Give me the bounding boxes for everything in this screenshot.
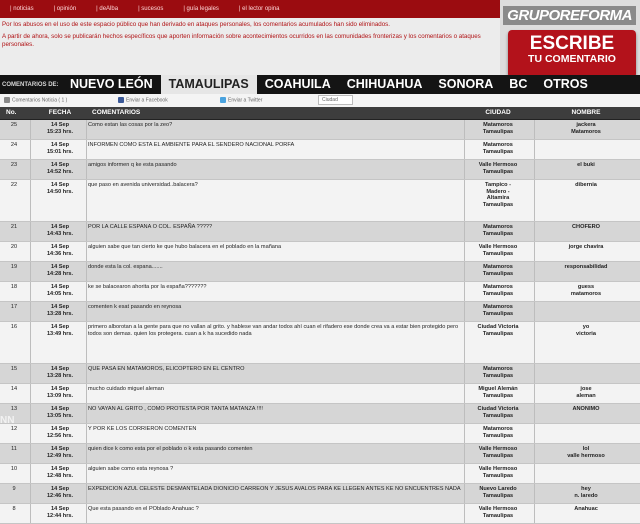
column-divider: [464, 180, 465, 221]
column-divider: [464, 384, 465, 403]
column-divider: [534, 384, 535, 403]
row-date: 14 Sep 14:52 hrs.: [46, 162, 74, 175]
row-date: 14 Sep 12:44 hrs.: [46, 506, 74, 519]
column-divider: [534, 120, 535, 139]
row-city: Valle Hermoso Tamaulipas: [478, 244, 518, 257]
table-row: [0, 404, 640, 424]
row-date: 14 Sep 14:28 hrs.: [46, 264, 74, 277]
row-comment: primero alborotan a la gente para que no vallan al grito. y hablese van andar todos ahí cuan el rifadero ese donde crea va a estar bien protegido pero todos son demas. quien los protegera. cuan a k ha sucedido nada: [88, 324, 459, 337]
row-date: 14 Sep 14:50 hrs.: [46, 182, 74, 195]
comments-icon: [4, 97, 10, 103]
row-name: ANONIMO: [572, 406, 600, 412]
table-row: [0, 140, 640, 160]
row-comment: ke se balacearon ahorita por la españa???????: [88, 284, 207, 290]
facebook-icon: [118, 97, 124, 103]
column-divider: [86, 484, 87, 503]
brand-area: [500, 0, 640, 82]
tab-state[interactable]: NUEVO LEÓN: [70, 77, 153, 91]
tab-state[interactable]: CHIHUAHUA: [346, 77, 423, 91]
comments-count-link[interactable]: [4, 97, 67, 103]
table-row: [0, 222, 640, 242]
city-filter-label: Ciudad: [322, 97, 338, 103]
nav-item[interactable]: | noticias: [10, 6, 34, 12]
column-divider: [30, 484, 31, 503]
column-divider: [30, 242, 31, 261]
column-divider: [30, 322, 31, 363]
twitter-label: Enviar a Twitter: [228, 97, 263, 104]
row-comment: QUE PASA EN MATAMOROS, ELICOPTERO EN EL CENTRO: [88, 366, 245, 372]
row-city: Tampico - Madero - Altamira Tamaulipas: [482, 182, 514, 208]
row-comment: Que esta pasando en el POblado Anahuac ?: [88, 506, 199, 512]
column-divider: [86, 302, 87, 321]
row-comment: POR LA CALLE ESPANA O COL. ESPAÑA ?????: [88, 224, 213, 230]
column-divider: [86, 262, 87, 281]
column-divider: [30, 180, 31, 221]
header-name: NOMBRE: [571, 109, 601, 116]
column-divider: [534, 302, 535, 321]
table-row: [0, 242, 640, 262]
tab-state[interactable]: SONORA: [438, 77, 494, 91]
column-divider: [30, 444, 31, 463]
states-label: COMENTARIOS DE:: [2, 81, 59, 88]
row-date: 14 Sep 12:48 hrs.: [46, 466, 74, 479]
top-nav: [0, 0, 500, 18]
tab-state[interactable]: COAHUILA: [264, 77, 331, 91]
row-city: Valle Hermoso Tamaulipas: [478, 446, 518, 459]
row-comment: INFORMEN COMO ESTA EL AMBIENTE PARA EL SENDERO NACIONAL PORFA: [88, 142, 295, 148]
column-divider: [30, 384, 31, 403]
column-divider: [86, 404, 87, 423]
row-number: 14: [10, 386, 18, 392]
nav-item[interactable]: | el lector opina: [238, 6, 280, 12]
states-bar: [0, 75, 640, 94]
column-divider: [86, 424, 87, 443]
row-city: Matamoros Tamaulipas: [482, 224, 514, 237]
column-divider: [534, 364, 535, 383]
row-name: el buki: [577, 162, 595, 168]
column-divider: [534, 282, 535, 301]
column-divider: [86, 242, 87, 261]
row-number: 24: [10, 142, 18, 148]
row-comment: mucho cuidado miguel aleman: [88, 386, 164, 392]
column-divider: [30, 424, 31, 443]
table-row: [0, 120, 640, 140]
column-divider: [534, 444, 535, 463]
row-city: Matamoros Tamaulipas: [482, 304, 514, 317]
column-divider: [86, 180, 87, 221]
column-divider: [30, 262, 31, 281]
column-divider: [464, 504, 465, 523]
column-divider: [534, 140, 535, 159]
row-comment: quien dice k como esta por el poblado o k esta pasando comenten: [88, 446, 253, 452]
column-divider: [464, 282, 465, 301]
row-city: Ciudad Victoria Tamaulipas: [477, 324, 519, 337]
row-date: 14 Sep 13:49 hrs.: [46, 324, 74, 337]
column-divider: [30, 120, 31, 139]
column-divider: [86, 160, 87, 179]
table-header: [0, 107, 640, 120]
brand-logo[interactable]: GRUPOREFORMA: [503, 6, 636, 25]
row-name: jorge chavira: [568, 244, 604, 250]
column-divider: [86, 384, 87, 403]
column-divider: [86, 504, 87, 523]
column-divider: [534, 404, 535, 423]
row-city: Matamoros Tamaulipas: [482, 264, 514, 277]
table-row: [0, 262, 640, 282]
column-divider: [30, 504, 31, 523]
row-city: Matamoros Tamaulipas: [482, 122, 514, 135]
column-divider: [464, 160, 465, 179]
notice-paragraph-2: A partir de ahora, solo se publicarán hechos específicos que aporten información sobre acontecimientos ocurridos en las comunidades fronterizas y los comentarios o ataques personales.: [2, 33, 481, 48]
row-number: 10: [10, 466, 18, 472]
row-date: 14 Sep 14:36 hrs.: [46, 244, 74, 257]
column-divider: [534, 504, 535, 523]
notice: [2, 21, 498, 53]
header-date: FECHA: [48, 109, 72, 116]
nav-item[interactable]: | deAlba: [96, 6, 119, 12]
row-comment: que paso en avenida universidad..balacera?: [88, 182, 198, 188]
column-divider: [30, 160, 31, 179]
cta-line1: ESCRIBE: [529, 33, 615, 54]
row-number: 13: [10, 406, 18, 412]
table-row: [0, 180, 640, 222]
table-row: [0, 384, 640, 404]
watermark: NN: [0, 415, 15, 426]
row-name: hey n. laredo: [574, 486, 598, 499]
row-name: yo victoria: [576, 324, 596, 337]
column-divider: [464, 120, 465, 139]
column-divider: [30, 140, 31, 159]
comments-table: [0, 107, 640, 524]
header-city: CIUDAD: [485, 109, 511, 116]
row-name: responsabilidad: [564, 264, 608, 270]
row-date: 14 Sep 14:05 hrs.: [46, 284, 74, 297]
row-number: 17: [10, 304, 18, 310]
row-city: Valle Hermoso Tamaulipas: [478, 162, 518, 175]
column-divider: [30, 302, 31, 321]
tab-state[interactable]: OTROS: [543, 77, 588, 91]
row-comment: alguien sabe como esta reynosa ?: [88, 466, 174, 472]
column-divider: [86, 364, 87, 383]
nav-item[interactable]: | opinión: [53, 6, 77, 12]
facebook-label: Enviar a Facebook: [126, 97, 168, 104]
column-divider: [464, 364, 465, 383]
column-divider: [464, 464, 465, 483]
row-number: 18: [10, 284, 18, 290]
row-number: 20: [10, 244, 18, 250]
column-divider: [464, 444, 465, 463]
row-comment: amigos informen q ke esta pasando: [88, 162, 177, 168]
row-city: Valle Hermoso Tamaulipas: [478, 506, 518, 519]
row-date: 14 Sep 15:01 hrs.: [46, 142, 74, 155]
column-divider: [86, 222, 87, 241]
column-divider: [464, 242, 465, 261]
table-row: [0, 484, 640, 504]
table-row: [0, 444, 640, 464]
column-divider: [534, 484, 535, 503]
row-number: 25: [10, 122, 18, 128]
row-city: Matamoros Tamaulipas: [482, 142, 514, 155]
row-comment: Y POR KE LOS CORRIERON COMENTEN: [88, 426, 197, 432]
row-name: jose aleman: [576, 386, 596, 399]
column-divider: [86, 322, 87, 363]
row-name: Anahuac: [574, 506, 598, 512]
table-row: [0, 322, 640, 364]
row-comment: comenten k esat pasando en reynosa: [88, 304, 182, 310]
header-comment: COMENTARIOS: [92, 109, 141, 116]
row-date: 14 Sep 14:43 hrs.: [46, 224, 74, 237]
column-divider: [534, 160, 535, 179]
column-divider: [534, 222, 535, 241]
row-comment: donde esta la col. espana.......: [88, 264, 163, 270]
row-city: Nuevo Laredo Tamaulipas: [479, 486, 517, 499]
column-divider: [30, 464, 31, 483]
column-divider: [464, 404, 465, 423]
row-city: Valle Hermoso Tamaulipas: [478, 466, 518, 479]
row-number: 16: [10, 324, 18, 330]
comments-count-label: Comentarios Noticia ( 1 ): [12, 97, 68, 104]
row-date: 14 Sep 12:56 hrs.: [46, 426, 74, 439]
column-divider: [86, 140, 87, 159]
column-divider: [464, 322, 465, 363]
cta-line2: TU COMENTARIO: [528, 53, 616, 65]
row-city: Matamoros Tamaulipas: [482, 284, 514, 297]
column-divider: [464, 222, 465, 241]
row-date: 14 Sep 12:46 hrs.: [46, 486, 74, 499]
row-city: Ciudad Victoria Tamaulipas: [477, 406, 519, 419]
column-divider: [464, 484, 465, 503]
row-number: 21: [10, 224, 18, 230]
twitter-share-link[interactable]: [220, 97, 262, 103]
row-date: 14 Sep 15:23 hrs.: [46, 122, 74, 135]
row-number: 22: [10, 182, 18, 188]
row-name: CHOFERO: [572, 224, 600, 230]
column-divider: [464, 262, 465, 281]
twitter-icon: [220, 97, 226, 103]
row-number: 12: [10, 426, 18, 432]
column-divider: [464, 424, 465, 443]
facebook-share-link[interactable]: [118, 97, 168, 103]
column-divider: [30, 222, 31, 241]
header-no: No.: [6, 109, 17, 116]
table-row: [0, 282, 640, 302]
nav-item[interactable]: | guía legales: [183, 6, 219, 12]
row-city: Matamoros Tamaulipas: [482, 366, 514, 379]
table-row: [0, 364, 640, 384]
column-divider: [86, 444, 87, 463]
column-divider: [30, 364, 31, 383]
column-divider: [30, 282, 31, 301]
row-number: 23: [10, 162, 18, 168]
share-bar: [0, 94, 640, 108]
notice-paragraph-1: Por los abusos en el uso de este espacio público que han derivado en ataques personales, los comentarios acumulados han sido eliminados.: [2, 21, 390, 28]
row-comment: Como estan las cosas por la zeo?: [88, 122, 173, 128]
nav-item[interactable]: | sucesos: [138, 6, 164, 12]
row-comment: EXPEDICION AZUL CELESTE DESMANTELADA DIONICIO CARREON Y JESUS AVALOS PARA KE LLEGEN ANTES KE NO ENCUENTRES NADA: [88, 486, 461, 492]
row-number: 19: [10, 264, 18, 270]
row-number: 11: [11, 446, 17, 452]
table-row: [0, 424, 640, 444]
tab-state[interactable]: BC: [509, 77, 528, 91]
row-date: 14 Sep 13:28 hrs.: [46, 304, 74, 317]
row-comment: NO VAYAN AL GRITO , COMO PROTESTA POR TANTA MATANZA !!!!: [88, 406, 263, 412]
column-divider: [534, 464, 535, 483]
column-divider: [534, 180, 535, 221]
row-date: 14 Sep 13:28 hrs.: [46, 366, 74, 379]
row-date: 14 Sep 13:05 hrs.: [46, 406, 74, 419]
column-divider: [534, 242, 535, 261]
column-divider: [534, 424, 535, 443]
row-name: jackera Matamoros: [571, 122, 601, 135]
write-comment-button[interactable]: [508, 30, 636, 78]
column-divider: [534, 322, 535, 363]
table-row: [0, 504, 640, 524]
row-name: lol valle hermoso: [567, 446, 605, 459]
column-divider: [86, 282, 87, 301]
row-city: Matamoros Tamaulipas: [482, 426, 514, 439]
table-row: [0, 302, 640, 322]
column-divider: [534, 262, 535, 281]
row-number: 15: [10, 366, 18, 372]
column-divider: [86, 464, 87, 483]
row-comment: alguien sabe que tan cierto ke que hubo balacera en el poblado en la mañana: [88, 244, 282, 250]
column-divider: [30, 404, 31, 423]
column-divider: [464, 140, 465, 159]
table-body: [0, 120, 640, 524]
row-number: 9: [12, 486, 16, 492]
column-divider: [464, 302, 465, 321]
row-number: 8: [12, 506, 16, 512]
row-date: 14 Sep 12:49 hrs.: [46, 446, 74, 459]
row-name: dibernia: [575, 182, 597, 188]
tab-state[interactable]: TAMAULIPAS: [161, 75, 257, 94]
row-name: guess matamoros: [570, 284, 602, 297]
city-filter-select[interactable]: [318, 95, 353, 105]
row-city: Miguel Alemán Tamaulipas: [478, 386, 518, 399]
row-date: 14 Sep 13:09 hrs.: [46, 386, 74, 399]
column-divider: [86, 120, 87, 139]
table-row: [0, 160, 640, 180]
table-row: [0, 464, 640, 484]
